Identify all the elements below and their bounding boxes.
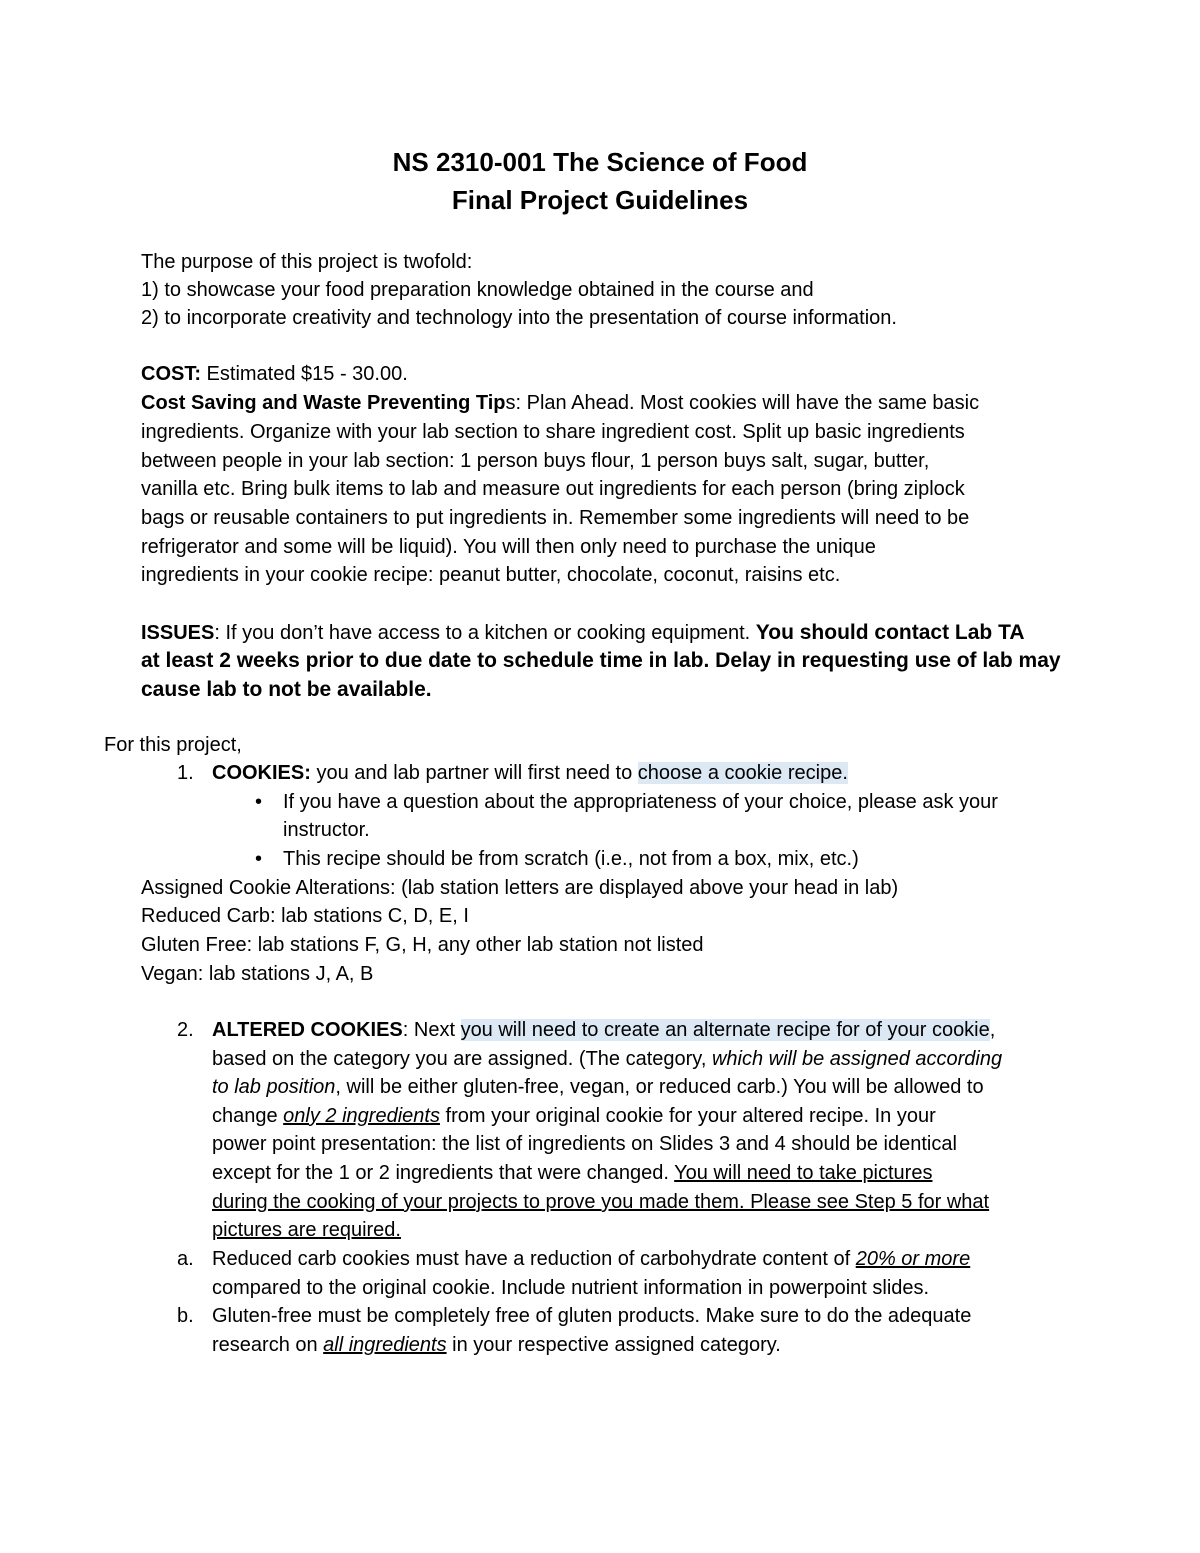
item-2-line-4c: from your original cookie for your altered recipe. In your [439,1105,936,1127]
issues-text-1b: You should contact Lab TA [755,621,1025,644]
alteration-gluten-free: Gluten Free: lab stations F, G, H, any other lab station not listed [141,934,704,956]
item-2-line-1 [212,1016,995,1045]
bullet-2-glyph: • [255,848,263,870]
item-2-line-6a: except for the 1 or 2 ingredients that were changed. [212,1162,675,1184]
purpose-point-1: 1) to showcase your food preparation knowledge obtained in the course and [141,279,814,301]
item-b-line-2a: research on [212,1334,324,1356]
issues-line-1 [141,618,1025,648]
item-2-line-4b: only 2 ingredients [283,1105,440,1127]
item-2-line-7: during the cooking of your projects to prove you made them. Please see Step 5 for what [212,1191,990,1213]
item-2-line-6 [212,1159,932,1188]
tips-label: Cost Saving and Waste Preventing Tip [141,392,506,414]
item-1-number: 1. [177,762,194,784]
tips-label-s: s [505,392,516,414]
item-2-line-8: pictures are required. [212,1219,401,1241]
item-1-line-1 [212,759,848,788]
bullet-1-line-2: instructor. [283,819,370,841]
item-2-line-6b: You will need to take pictures [674,1162,933,1184]
purpose-intro: The purpose of this project is twofold: [141,251,473,273]
tips-line-4: vanilla etc. Bring bulk items to lab and measure out ingredients for each person (bring ziplock [141,478,965,500]
document-title: NS 2310-001 The Science of Food [392,147,808,177]
alteration-reduced-carb: Reduced Carb: lab stations C, D, E, I [141,905,469,927]
item-a-line-1 [212,1245,970,1274]
tips-line-3: between people in your lab section: 1 person buys flour, 1 person buys salt, sugar, butter, [141,450,930,472]
item-b-marker: b. [177,1305,194,1327]
item-2-line-3a: to lab position [212,1076,336,1098]
cost-label: COST: [141,363,201,385]
issues-line-2: at least 2 weeks prior to due date to schedule time in lab. Delay in requesting use of lab may [141,649,1061,672]
item-1-label: COOKIES: [212,762,311,784]
item-2-number: 2. [177,1019,194,1041]
bullet-1-glyph: • [255,791,263,813]
item-a-line-2: compared to the original cookie. Include nutrient information in powerpoint slides. [212,1277,930,1299]
item-a-line-1a: Reduced carb cookies must have a reduction of carbohydrate content of [212,1248,856,1270]
item-2-label: ALTERED COOKIES [212,1019,403,1041]
tips-line-5: bags or reusable containers to put ingredients in. Remember some ingredients will need to be [141,507,970,529]
purpose-point-2: 2) to incorporate creativity and technology into the presentation of course information. [141,307,897,329]
item-a-line-1b: 20% or more [855,1248,971,1270]
item-b-line-1: Gluten-free must be completely free of gluten products. Make sure to do the adequate [212,1305,972,1327]
item-2-line-3b: , will be either gluten-free, vegan, or reduced carb.) You will be allowed to [335,1076,984,1098]
tips-text-1: : Plan Ahead. Most cookies will have the same basic [515,392,980,414]
item-b-line-2c: in your respective assigned category. [446,1334,781,1356]
item-2-line-2 [212,1045,1002,1074]
bullet-2-line: This recipe should be from scratch (i.e., not from a box, mix, etc.) [283,848,859,870]
item-2-line-4 [212,1102,936,1131]
item-2-colon: : Next [402,1019,461,1041]
cost-text: Estimated $15 - 30.00. [201,363,408,385]
for-this-project: For this project, [104,734,242,756]
issues-text-1a: : If you don’t have access to a kitchen or cooking equipment. [214,622,756,644]
cost-line [141,360,408,389]
alterations-heading: Assigned Cookie Alterations: (lab station letters are displayed above your head in lab) [141,877,899,899]
bullet-1-line-1: If you have a question about the appropriateness of your choice, please ask your [283,791,998,813]
item-2-line-2b: which will be assigned according [711,1048,1003,1070]
item-2-line-1-end: , [989,1019,996,1041]
issues-line-3: cause lab to not be available. [141,678,432,701]
item-a-marker: a. [177,1248,194,1270]
item-2-line-2a: based on the category you are assigned. (The category, [212,1048,712,1070]
tips-line-6: refrigerator and some will be liquid). You will then only need to purchase the unique [141,536,876,558]
item-2-line-5: power point presentation: the list of ingredients on Slides 3 and 4 should be identical [212,1133,957,1155]
item-2-highlight: you will need to create an alternate recipe for of your cookie [460,1019,990,1041]
tips-line-7: ingredients in your cookie recipe: peanut butter, chocolate, coconut, raisins etc. [141,564,841,586]
item-2-line-4a: change [212,1105,284,1127]
tips-line-1 [141,389,979,418]
item-b-line-2b: all ingredients [323,1334,447,1356]
document-subtitle: Final Project Guidelines [451,185,749,215]
issues-label: ISSUES [141,622,215,644]
item-2-line-3 [212,1073,984,1102]
item-b-line-2 [212,1331,781,1360]
item-1-highlight: choose a cookie recipe. [637,762,848,784]
alteration-vegan: Vegan: lab stations J, A, B [141,963,374,985]
tips-line-2: ingredients. Organize with your lab section to share ingredient cost. Split up basic ingredients [141,421,965,443]
item-1-text: you and lab partner will first need to [310,762,638,784]
